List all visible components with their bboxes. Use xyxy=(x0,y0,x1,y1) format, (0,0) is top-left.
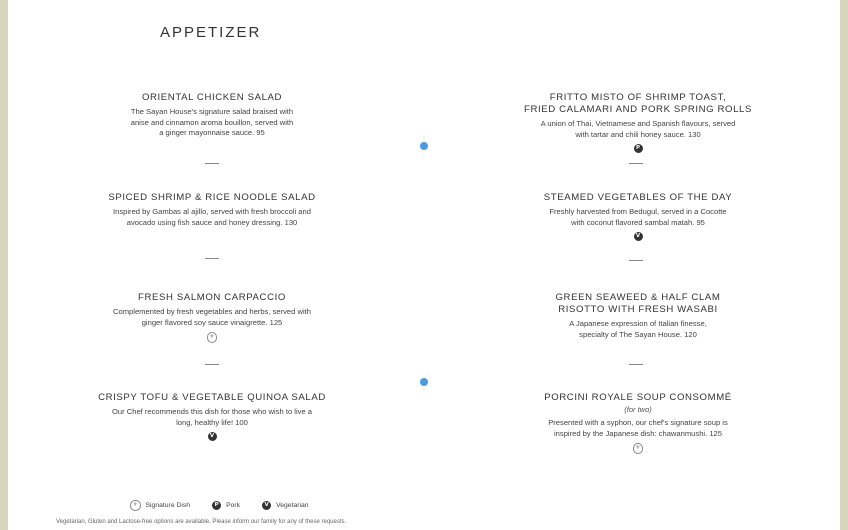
menu-item xyxy=(518,392,758,454)
legend-entry-vegetarian xyxy=(262,501,309,510)
menu-page xyxy=(8,0,840,530)
item-title: GREEN SEAWEED & HALF CLAM RISOTTO WITH FRESH WASABI xyxy=(555,292,721,315)
vegetarian-icon: V xyxy=(634,232,643,241)
item-title: FRITTO MISTO OF SHRIMP TOAST, FRIED CALAMARI AND PORK SPRING ROLLS xyxy=(524,92,752,115)
legend-label: Vegetarian xyxy=(276,501,309,509)
item-title: SPICED SHRIMP & RICE NOODLE SALAD xyxy=(108,192,316,203)
menu-item xyxy=(92,192,332,228)
signature-dish-icon: ⚜ xyxy=(207,332,218,343)
pork-icon: P xyxy=(212,501,221,510)
item-description: Freshly harvested from Bedugul, served in a Cocotte with coconut flavored sambal matah. 95 xyxy=(549,207,727,227)
divider xyxy=(629,364,643,365)
legend-entry-pork xyxy=(212,501,240,510)
item-title: FRESH SALMON CARPACCIO xyxy=(138,292,286,303)
divider xyxy=(629,260,643,261)
menu-item xyxy=(518,92,758,155)
divider xyxy=(205,258,219,259)
signature-dish-icon: ⚜ xyxy=(633,443,644,454)
menu-item xyxy=(92,392,332,443)
menu-item xyxy=(92,292,332,343)
menu-item xyxy=(92,92,332,139)
divider xyxy=(629,163,643,164)
pork-icon: P xyxy=(634,144,643,153)
item-description: Presented with a syphon, our chef's signature soup is inspired by the Japanese dish: chawanmushi. 125 xyxy=(548,418,728,438)
divider xyxy=(205,364,219,365)
menu-item xyxy=(518,292,758,340)
menu-item xyxy=(518,192,758,243)
legend-entry-signature xyxy=(130,500,190,511)
vegetarian-icon: V xyxy=(208,432,217,441)
dietary-footnote: Vegetarian, Gluten and Lactose-free options are available. Please inform our family for any of these requests. xyxy=(56,519,347,525)
item-description: Complemented by fresh vegetables and herbs, served with ginger flavored soy sauce vinaigrette. 125 xyxy=(113,307,311,327)
vegetarian-icon: V xyxy=(262,501,271,510)
item-title: CRISPY TOFU & VEGETABLE QUINOA SALAD xyxy=(98,392,326,403)
divider xyxy=(205,163,219,164)
legend-label: Pork xyxy=(226,501,241,509)
item-title: ORIENTAL CHICKEN SALAD xyxy=(141,92,283,103)
item-title: PORCINI ROYALE SOUP CONSOMMÉ xyxy=(544,392,732,403)
column-marker-dot xyxy=(420,142,428,150)
item-description: A union of Thai, Vietnamese and Spanish flavours, served with tartar and chili honey sauce. 130 xyxy=(540,119,736,139)
item-note: (for two) xyxy=(624,405,652,414)
item-description: A Japanese expression of Italian finesse, specialty of The Sayan House. 120 xyxy=(569,319,707,339)
item-title: STEAMED VEGETABLES OF THE DAY xyxy=(543,192,733,203)
item-description: Inspired by Gambas al ajillo, served with fresh broccoli and avocado using fish sauce and honey dressing. 130 xyxy=(113,207,311,227)
signature-dish-icon: ⚜ xyxy=(130,500,141,511)
column-marker-dot xyxy=(420,378,428,386)
section-heading: APPETIZER xyxy=(160,24,262,41)
item-description: The Sayan House's signature salad braised with anise and cinnamon aroma bouillon, served with a ginger mayonnaise sauce. 95 xyxy=(130,107,294,137)
icon-legend xyxy=(130,500,331,511)
legend-label: Signature Dish xyxy=(145,501,191,509)
item-description: Our Chef recommends this dish for those who wish to live a long, healthy life! 100 xyxy=(111,407,313,427)
